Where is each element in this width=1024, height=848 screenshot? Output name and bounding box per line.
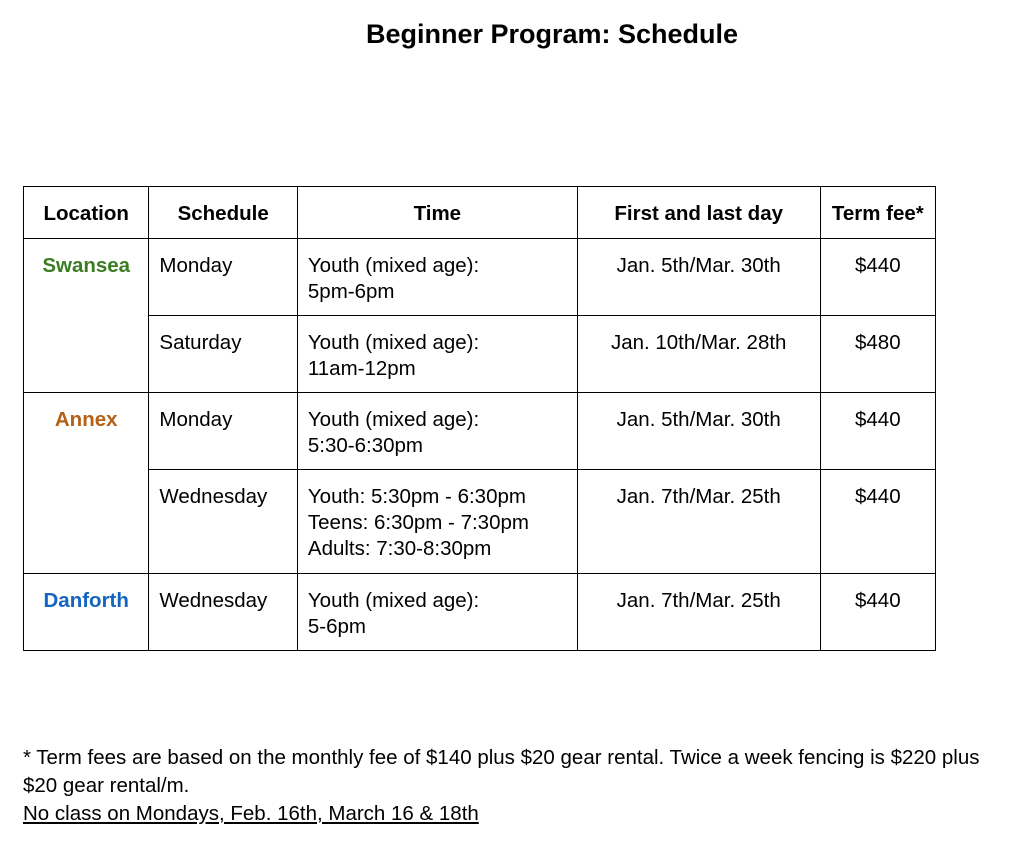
days-cell: Jan. 10th/Mar. 28th: [577, 316, 820, 393]
days-cell: Jan. 5th/Mar. 30th: [577, 393, 820, 470]
schedule-cell: Wednesday: [149, 574, 297, 651]
table-row: [24, 470, 936, 574]
header-time: Time: [297, 187, 577, 239]
time-cell: Youth (mixed age): 5-6pm: [297, 574, 577, 651]
fee-cell: $480: [820, 316, 935, 393]
schedule-cell: Saturday: [149, 316, 297, 393]
time-cell: Youth (mixed age): 11am-12pm: [297, 316, 577, 393]
fee-cell: $440: [820, 574, 935, 651]
no-class-notice: No class on Mondays, Feb. 16th, March 16 & 18th: [23, 802, 479, 825]
time-cell: Youth (mixed age): 5:30-6:30pm: [297, 393, 577, 470]
days-cell: Jan. 7th/Mar. 25th: [577, 574, 820, 651]
location-annex: Annex: [24, 393, 149, 574]
table-row: [24, 574, 936, 651]
fee-cell: $440: [820, 393, 935, 470]
location-swansea: Swansea: [24, 239, 149, 393]
header-schedule: Schedule: [149, 187, 297, 239]
header-first-last-day: First and last day: [577, 187, 820, 239]
schedule-cell: Monday: [149, 239, 297, 316]
table-row: [24, 239, 936, 316]
time-cell: Youth (mixed age): 5pm-6pm: [297, 239, 577, 316]
table-row: [24, 393, 936, 470]
fee-cell: $440: [820, 470, 935, 574]
header-location: Location: [24, 187, 149, 239]
table-header-row: [24, 187, 936, 239]
schedule-cell: Monday: [149, 393, 297, 470]
days-cell: Jan. 7th/Mar. 25th: [577, 470, 820, 574]
location-danforth: Danforth: [24, 574, 149, 651]
fee-cell: $440: [820, 239, 935, 316]
page-title: Beginner Program: Schedule: [365, 19, 739, 49]
days-cell: Jan. 5th/Mar. 30th: [577, 239, 820, 316]
schedule-cell: Wednesday: [149, 470, 297, 574]
time-cell: Youth: 5:30pm - 6:30pm Teens: 6:30pm - 7:30pm Adults: 7:30-8:30pm: [297, 470, 577, 574]
table-row: [24, 316, 936, 393]
footnote-text: * Term fees are based on the monthly fee of $140 plus $20 gear rental. Twice a week fencing is $220 plus $20 gear rental/m.: [23, 746, 980, 797]
header-term-fee: Term fee*: [820, 187, 935, 239]
footnote: [23, 744, 1013, 828]
schedule-table: [23, 186, 936, 651]
